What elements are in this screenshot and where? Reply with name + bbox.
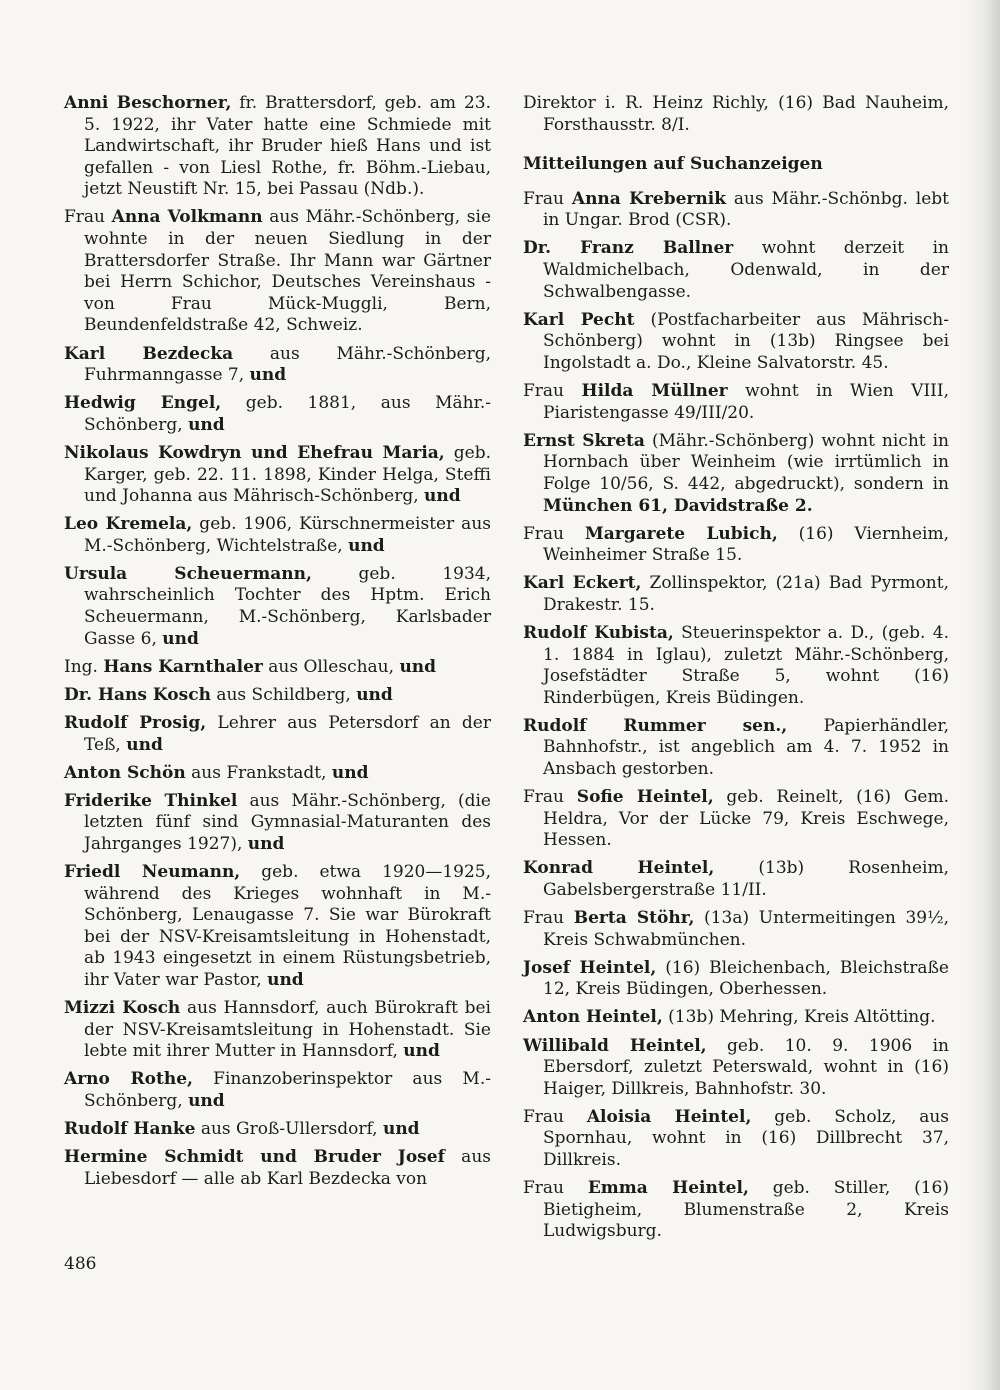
entry-name: Rudolf Rummer sen.,: [523, 715, 788, 736]
entry: [523, 1007, 949, 1029]
entry-name: Hans Karnthaler: [103, 656, 263, 677]
entry: [64, 657, 491, 679]
entry: [64, 1069, 491, 1112]
entry: [64, 514, 491, 557]
entry: [523, 1178, 949, 1243]
entry: [523, 238, 949, 303]
entry-text: geb. 1906, Kürschnermeister aus M.-Schönberg, Wichtelstraße,: [84, 514, 491, 556]
entry-text: (13a) Untermeitingen 39½, Kreis Schwabmünchen.: [543, 908, 949, 950]
entry-name: Berta Stöhr,: [573, 908, 695, 929]
notices-list: [523, 189, 949, 1243]
entry: [523, 381, 949, 424]
entry-name: Emma Heintel,: [587, 1178, 749, 1199]
entry-name: und: [267, 969, 304, 990]
entry-name: und: [403, 1041, 440, 1062]
entry-name: Anna Krebernik: [571, 188, 726, 209]
entry-name: Arno Rothe,: [64, 1069, 193, 1090]
entry-name: und: [399, 656, 437, 677]
entry-name: Konrad Heintel,: [523, 858, 715, 879]
page-edge-shadow: [966, 0, 1000, 1390]
entry-text: aus Groß-Ullersdorf,: [195, 1119, 383, 1140]
entry-text: Frau: [523, 1106, 587, 1127]
entry-name: München 61, Davidstraße 2.: [543, 495, 813, 516]
entry-name: Karl Bezdecka: [64, 343, 234, 364]
entry-text: Frau: [64, 207, 112, 228]
page-number: 486: [64, 1254, 97, 1274]
entry: [64, 763, 491, 785]
entry-text: Lehrer aus Petersdorf an der Teß,: [84, 712, 491, 755]
entry-text: aus Frankstadt,: [185, 762, 332, 783]
entry-text: Finanzoberinspektor aus M.-Schönberg,: [84, 1069, 491, 1111]
entry-name: Anna Volkmann: [111, 207, 263, 228]
entry-name: Hermine Schmidt und Bruder Josef: [64, 1147, 445, 1168]
entry: [64, 685, 491, 707]
entry-text: geb. Karger, geb. 22. 11. 1898, Kinder Helga, Steffi und Johanna aus Mährisch-Schönberg,: [84, 442, 491, 507]
entry-name: Karl Eckert,: [523, 573, 642, 594]
entry-text: Ing.: [64, 656, 104, 677]
entry-name: Friedl Neumann,: [64, 862, 241, 882]
entry-name: Hilda Müllner: [581, 381, 728, 402]
entry: [64, 93, 491, 201]
entry: [523, 623, 949, 709]
entry-name: Ursula Scheuermann,: [64, 563, 312, 584]
entry: [523, 524, 949, 567]
entry-text: aus Mähr.-Schönberg, sie wohnte in der neuen Siedlung in der Brattersdorfer Straße. Ihr Mann war Gärtner bei Herrn Schichor, Deutsches Vereinshaus - von Frau Mück-Muggli, Bern, Beundenfeldstraße 42, Schweiz.: [84, 207, 492, 336]
entry-name: Willibald Heintel,: [523, 1035, 707, 1056]
entry-text: geb. 1934, wahrscheinlich Tochter des Hptm. Erich Scheuermann, M.-Schönberg, Karlsbader Gasse 6,: [84, 563, 491, 649]
entry-name: Sofie Heintel,: [576, 787, 714, 808]
entry: [523, 1036, 949, 1101]
entry-name: Hedwig Engel,: [64, 393, 222, 414]
left-column: [64, 93, 491, 1197]
entry-text: wohnt derzeit in Waldmichelbach, Odenwald, in der Schwalbengasse.: [543, 238, 949, 302]
entry-text: geb. Stiller, (16) Bietigheim, Blumenstraße 2, Kreis Ludwigsburg.: [543, 1178, 949, 1242]
entry-text: (16) Bleichenbach, Bleichstraße 12, Kreis Büdingen, Oberhessen.: [543, 957, 949, 1000]
entry-text: (13b) Rosenheim, Gabelsbergerstraße 11/II.: [543, 858, 950, 900]
entry-text: Frau: [523, 381, 582, 402]
entry-name: und: [382, 1119, 420, 1140]
entry-text: (16) Viernheim, Weinheimer Straße 15.: [543, 523, 949, 566]
entry-name: Rudolf Kubista,: [523, 622, 674, 643]
entry: [523, 908, 949, 951]
entry-name: Friderike Thinkel: [64, 790, 238, 811]
entry: [64, 344, 491, 387]
entry-text: aus Schildberg,: [210, 684, 357, 705]
entry-name: Anni Beschorner,: [64, 93, 232, 113]
entry-name: Anton Heintel,: [523, 1007, 663, 1028]
entry-text: Frau: [523, 188, 572, 209]
entry: [64, 791, 491, 856]
entry-name: Ernst Skreta: [523, 430, 645, 451]
entry-name: und: [126, 734, 163, 755]
entry-name: Aloisia Heintel,: [586, 1106, 752, 1127]
entry: [523, 93, 949, 136]
entry-text: aus Mähr.-Schönberg, Fuhrmanngasse 7,: [84, 343, 492, 386]
entry: [64, 862, 491, 992]
entry: [64, 393, 491, 436]
entry-text: wohnt in Wien VIII, Piaristengasse 49/III/20.: [543, 381, 949, 423]
entry: [64, 564, 491, 650]
entry: [523, 958, 949, 1001]
entry: [64, 443, 491, 508]
entry-text: geb. etwa 1920—1925, während des Krieges wohnhaft in M.-Schönberg, Lenaugasse 7. Sie war Bürokraft bei der NSV-Kreisamtsleitung in Hohenstadt, ab 1943 eingesetzt in einem Rüstungsbetrieb, ihr Vater war Pastor,: [84, 862, 492, 990]
entry-text: Frau: [523, 523, 585, 544]
entry-name: Dr. Hans Kosch: [64, 684, 211, 705]
right-column: [523, 93, 949, 1249]
entry-text: aus Mähr.-Schönbg. lebt in Ungar. Brod (CSR).: [543, 188, 949, 231]
entry-text: fr. Brattersdorf, geb. am 23. 5. 1922, ihr Vater hatte eine Schmiede mit Landwirtschaft, ihr Bruder hieß Hans und ist gefallen - von Liesl Rothe, fr. Böhm.-Liebau, jetzt Neustift Nr. 15, bei Passau (Ndb.).: [84, 93, 491, 200]
entry-text: Frau: [523, 787, 577, 808]
entry-name: und: [247, 833, 285, 854]
entry-text: Frau: [523, 1178, 588, 1199]
entry: [64, 1147, 491, 1190]
entry-name: und: [348, 535, 385, 556]
entry: [523, 431, 949, 517]
entry-text: aus Hannsdorf, auch Bürokraft bei der NSV-Kreisamtsleitung in Hohenstadt. Sie lebte mit ihrer Mutter in Hannsdorf,: [84, 998, 491, 1062]
entry-text: aus Mähr.-Schönberg, (die letzten fünf sind Gymnasial-Maturanten des Jahrganges 1927),: [84, 790, 491, 854]
section-heading: Mitteilungen auf Suchanzeigen: [523, 154, 823, 175]
entry: [523, 310, 949, 375]
entry-name: Anton Schön: [64, 762, 186, 783]
entry-name: Mizzi Kosch: [64, 998, 181, 1019]
entry: [523, 787, 949, 852]
entry-text: geb. Scholz, aus Spornhau, wohnt in (16) Dillbrecht 37, Dillkreis.: [543, 1106, 949, 1171]
entry-text: Zollinspektor, (21a) Bad Pyrmont, Drakestr. 15.: [543, 573, 949, 615]
entry-name: Rudolf Prosig,: [64, 712, 207, 733]
entry-text: geb. 1881, aus Mähr.-Schönberg,: [84, 393, 491, 435]
entry-text: geb. 10. 9. 1906 in Ebersdorf, zuletzt Peterswald, wohnt in (16) Haiger, Dillkreis, Bahnhofstr. 30.: [543, 1035, 950, 1099]
entry-text: Papierhändler, Bahnhofstr., ist angeblich am 4. 7. 1952 in Ansbach gestorben.: [543, 715, 950, 780]
entry-text: (Postfacharbeiter aus Mährisch-Schönberg) wohnt in (13b) Ringsee bei Ingolstadt a. Do., Kleine Salvatorstr. 45.: [543, 309, 949, 373]
entry: [64, 998, 491, 1063]
entry: [64, 1119, 491, 1141]
entry-name: Leo Kremela,: [64, 514, 193, 535]
entry-text: Frau: [523, 908, 574, 929]
entry-text: aus Olleschau,: [262, 656, 400, 677]
entry: [523, 858, 949, 901]
entry-text: (Mähr.-Schönberg) wohnt nicht in Hornbach über Weinheim (wie irrtümlich in Folge 10/56, S. 442, abgedruckt), sondern in: [543, 430, 950, 494]
entry-text: aus Liebesdorf — alle ab Karl Bezdecka von: [84, 1147, 491, 1189]
entry-name: Rudolf Hanke: [64, 1119, 196, 1140]
entry-name: Dr. Franz Ballner: [523, 238, 734, 259]
entry-text: Direktor i. R. Heinz Richly, (16) Bad Nauheim, Forsthausstr. 8/I.: [523, 93, 949, 135]
entry-name: Josef Heintel,: [523, 957, 657, 978]
entry-name: und: [188, 414, 225, 435]
entry-name: und: [356, 684, 393, 705]
entry-text: geb. Reinelt, (16) Gem. Heldra, Vor der Lücke 79, Kreis Eschwege, Hessen.: [543, 787, 949, 851]
entry-name: Karl Pecht: [523, 309, 635, 330]
entry: [523, 716, 949, 781]
entry-name: und: [249, 365, 287, 386]
entry-name: und: [162, 628, 199, 649]
entry-name: Margarete Lubich,: [584, 523, 778, 544]
right-column-intro: [523, 93, 949, 136]
entry: [64, 207, 491, 337]
entry-name: und: [424, 486, 461, 507]
entry-name: Nikolaus Kowdryn und Ehefrau Maria,: [64, 442, 445, 463]
entry: [523, 189, 949, 232]
entry-text: (13b) Mehring, Kreis Altötting.: [662, 1007, 936, 1028]
entry-text: Steuerinspektor a. D., (geb. 4. 1. 1884 in Iglau), zuletzt Mähr.-Schönberg, Josefstädter Straße 5, wohnt (16) Rinderbügen, Kreis Büdingen.: [543, 622, 949, 708]
entry-name: und: [188, 1090, 225, 1111]
entry-name: und: [331, 762, 369, 783]
entry: [64, 713, 491, 756]
entry: [523, 1107, 949, 1172]
entry: [523, 573, 949, 616]
